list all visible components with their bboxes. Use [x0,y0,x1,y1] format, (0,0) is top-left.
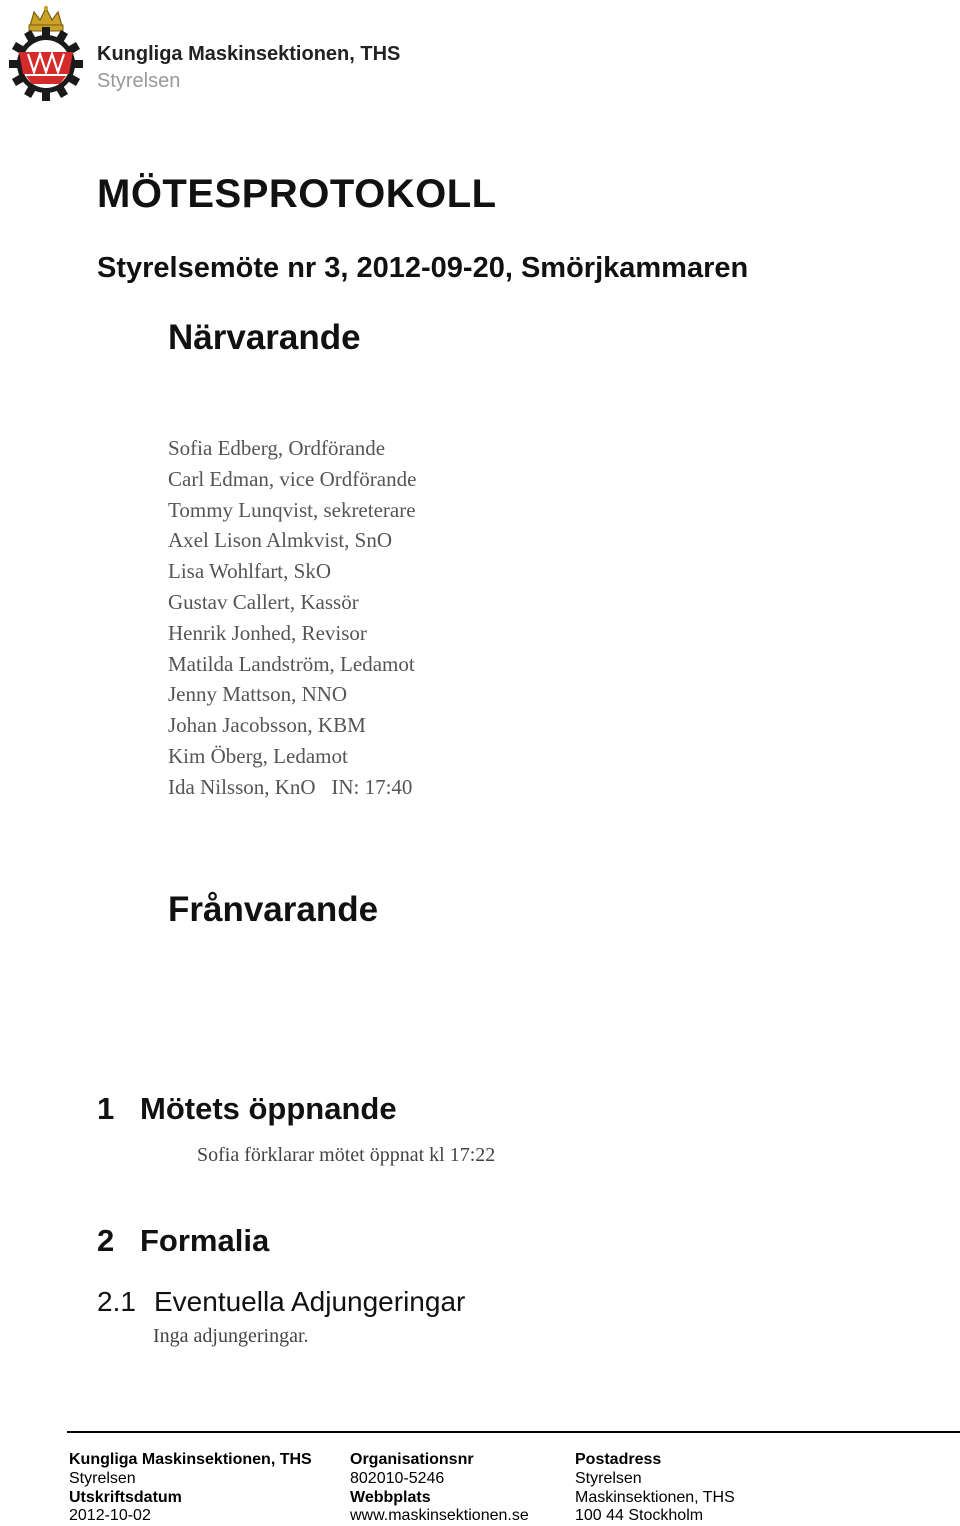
footer-label: Postadress [575,1451,662,1468]
attendee-item: Ida Nilsson, KnO IN: 17:40 [168,774,413,799]
attendee-item: Lisa Wohlfart, SkO [168,559,331,584]
section-number: 2.1 [97,1286,136,1317]
absent-heading: Frånvarande [168,890,379,929]
footer-value: Styrelsen [575,1469,642,1487]
attendee-item: Gustav Callert, Kassör [168,589,359,614]
footer-column-registration [350,1451,529,1526]
attendee-list [168,433,416,803]
org-unit: Styrelsen [97,70,181,92]
footer-column-address [575,1451,735,1526]
attendee-item: Matilda Landström, Ledamot [168,651,415,676]
org-name: Kungliga Maskinsektionen, THS [97,43,401,65]
footer-value: Styrelsen [69,1469,136,1487]
footer-website[interactable]: www.maskinsektionen.se [350,1507,529,1525]
section-number: 2 [97,1223,115,1258]
section-1-heading [97,1091,397,1127]
section-title: Formalia [140,1223,270,1258]
attendee-item: Carl Edman, vice Ordförande [168,466,417,491]
footer-label: Organisationsnr [350,1451,474,1468]
attendee-item: Tommy Lunqvist, sekreterare [168,497,416,522]
section-1-text: Sofia förklarar mötet öppnat kl 17:22 [197,1144,496,1166]
attendee-item: Sofia Edberg, Ordförande [168,436,386,460]
footer-value: 100 44 Stockholm [575,1507,704,1525]
section-2-1-text: Inga adjungeringar. [153,1325,309,1347]
footer-label: Kungliga Maskinsektionen, THS [69,1451,312,1468]
footer-divider [67,1431,960,1433]
section-title: Eventuella Adjungeringar [154,1286,466,1317]
present-heading: Närvarande [168,318,361,357]
attendee-item: Axel Lison Almkvist, SnO [168,528,393,553]
meeting-info: Styrelsemöte nr 3, 2012-09-20, Smörjkammaren [97,252,749,284]
document-title: MÖTESPROTOKOLL [97,172,497,216]
footer-value: 802010-5246 [350,1469,445,1487]
footer-value: 2012-10-02 [69,1507,151,1525]
crown-gear-logo-icon [6,4,86,102]
footer-column-org [69,1451,312,1526]
footer-value: Maskinsektionen, THS [575,1488,735,1506]
section-2-heading [97,1223,269,1259]
attendee-item: Henrik Jonhed, Revisor [168,620,367,645]
section-title: Mötets öppnande [140,1091,397,1126]
footer-label: Webbplats [350,1488,431,1506]
section-number: 1 [97,1091,115,1126]
attendee-item: Kim Öberg, Ledamot [168,743,348,768]
attendee-item: Johan Jacobsson, KBM [168,713,366,738]
attendee-item: Jenny Mattson, NNO [168,682,348,707]
section-2-1-heading [97,1286,465,1318]
footer-label: Utskriftsdatum [69,1488,182,1506]
